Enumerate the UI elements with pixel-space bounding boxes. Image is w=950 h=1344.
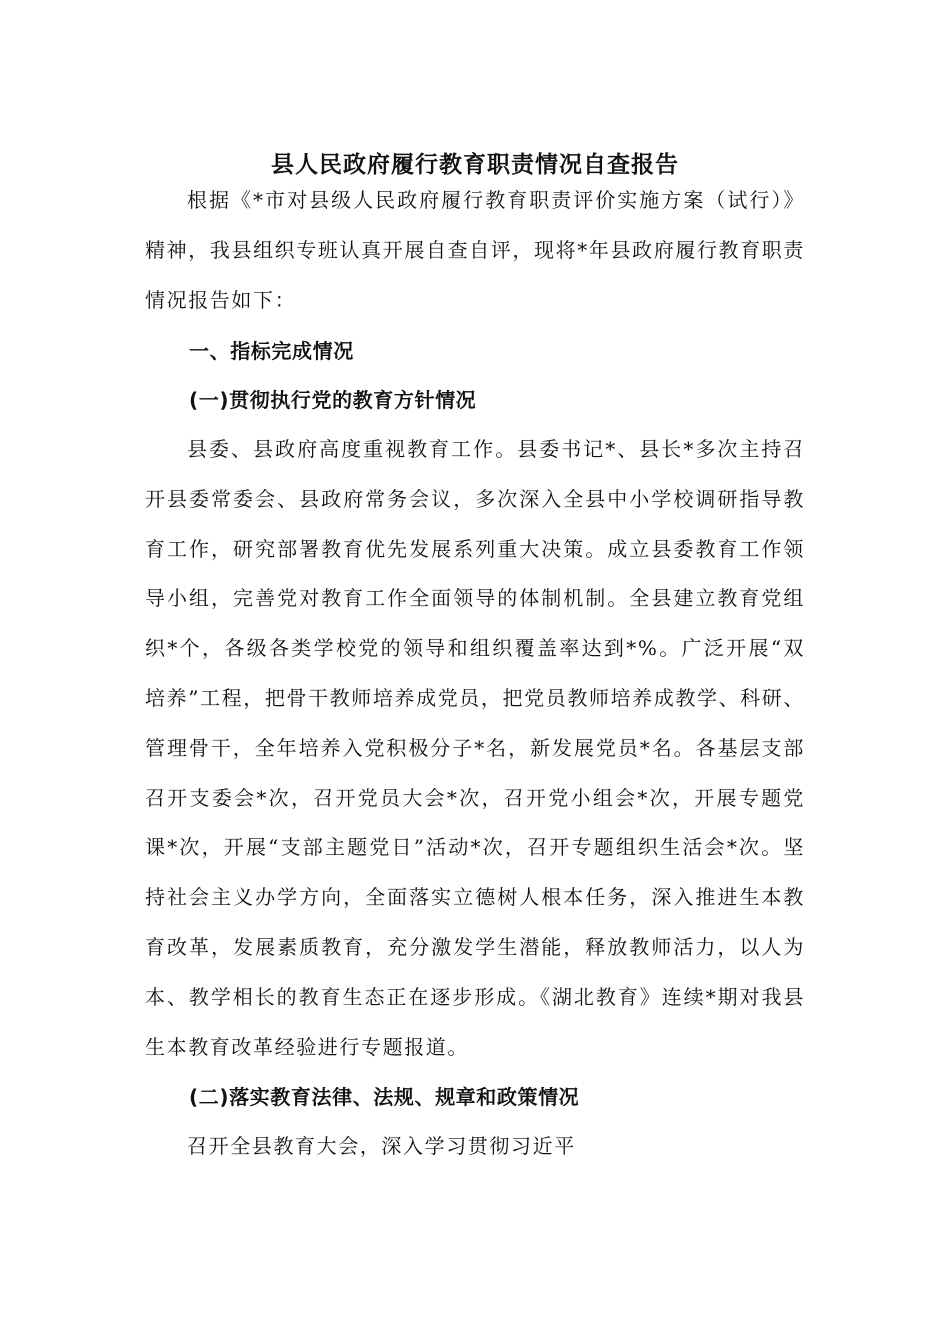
- subsection-body-party-policy: 县委、县政府高度重视教育工作。县委书记*、县长*多次主持召开县委常委会、县政府常务会议，多次深入全县中小学校调研指导教育工作，研究部署教育优先发展系列重大决策。成立县委教育工作领导小组，完善党对教育工作全面领导的体制机制。全县建立教育党组织*个，各级各类学校党的领导和组织覆盖率达到*%。广泛开展“双培养”工程，把骨干教师培养成党员，把党员教师培养成教学、科研、管理骨干，全年培养入党积极分子*名，新发展党员*名。各基层支部召开支委会*次，召开党员大会*次，召开党小组会*次，开展专题党课*次，开展“支部主题党日”活动*次，召开专题组织生活会*次。坚持社会主义办学方向，全面落实立德树人根本任务，深入推进生本教育改革，发展素质教育，充分激发学生潜能，释放教师活力，以人为本、教学相长的教育生态正在逐步形成。《湖北教育》连续*期对我县生本教育改革经验进行专题报道。: [145, 437, 805, 1059]
- subsection-body-laws: 召开全县教育大会，深入学习贯彻习近平: [187, 1134, 576, 1158]
- intro-paragraph: 根据《*市对县级人民政府履行教育职责评价实施方案（试行）》精神，我县组织专班认真开展自查自评，现将*年县政府履行教育职责情况报告如下：: [145, 188, 805, 312]
- subsection-heading-party-policy: (一)贯彻执行党的教育方针情况: [189, 388, 477, 412]
- subsection-heading-laws: (二)落实教育法律、法规、规章和政策情况: [189, 1085, 580, 1109]
- section-heading-indicators: 一、指标完成情况: [189, 339, 354, 363]
- document-title: 县人民政府履行教育职责情况自查报告: [271, 152, 679, 179]
